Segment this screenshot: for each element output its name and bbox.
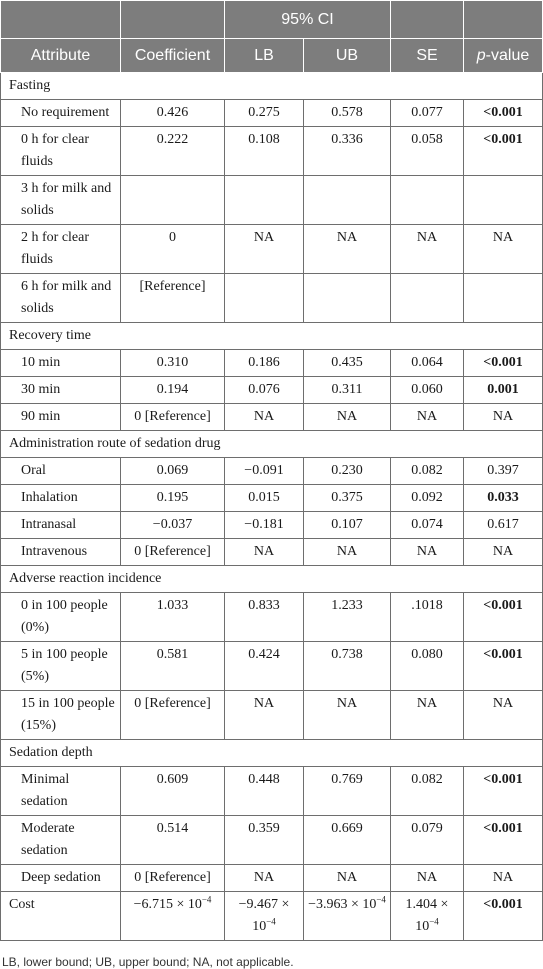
table-row [1,512,543,539]
attribute-cell: No requirement [1,100,121,127]
standard-error-cell: NA [391,691,464,740]
upper-bound-cell: 0.769 [304,767,391,816]
p-italic: p [476,46,486,64]
upper-bound-cell: NA [304,539,391,566]
upper-bound-cell [304,176,391,225]
p-value-cell: <0.001 [464,350,543,377]
lower-bound-cell: 0.359 [225,816,304,865]
group-label: Sedation depth [1,740,543,767]
exponent: −4 [201,894,212,905]
coefficient-cell: 0.581 [121,642,225,691]
upper-bound-cell: NA [304,404,391,431]
upper-bound-cell [304,274,391,323]
p-value-cell: <0.001 [464,642,543,691]
attribute-cell: 10 min [1,350,121,377]
scientific-value-cell [304,892,391,941]
table-row [1,865,543,892]
lower-bound-cell: 0.275 [225,100,304,127]
standard-error-cell: 0.064 [391,350,464,377]
lower-bound-cell: 0.076 [225,377,304,404]
table-row [1,404,543,431]
header-blank [391,1,464,39]
p-suffix: -value [485,46,530,64]
attribute-cell: Intravenous [1,539,121,566]
attribute-cell: Moderate sedation [1,816,121,865]
p-value-cell: <0.001 [464,127,543,176]
mantissa: −6.715 × 10 [133,897,202,912]
upper-bound-cell: 0.230 [304,458,391,485]
lower-bound-cell: NA [225,865,304,892]
ci-header: 95% CI [225,1,391,39]
attribute-cell: 6 h for milk and solids [1,274,121,323]
coefficient-cell: 1.033 [121,593,225,642]
standard-error-cell: 0.079 [391,816,464,865]
attribute-cell: 0 h for clear fluids [1,127,121,176]
attribute-cell: Minimal sedation [1,767,121,816]
column-header-attribute: Attribute [1,39,121,73]
group-row [1,740,543,767]
standard-error-cell: NA [391,225,464,274]
table-row [1,458,543,485]
scientific-value-cell [391,892,464,941]
table-body [1,73,543,941]
attribute-cell: Cost [1,892,121,941]
column-header-coefficient: Coefficient [121,39,225,73]
p-value-cell: NA [464,404,543,431]
group-label: Adverse reaction incidence [1,566,543,593]
header-blank [121,1,225,39]
table-row [1,485,543,512]
attribute-cell: Oral [1,458,121,485]
p-value-cell: NA [464,691,543,740]
exponent: −4 [429,916,439,927]
group-row [1,431,543,458]
table-row [1,642,543,691]
coefficient-cell [121,176,225,225]
attribute-cell: 0 in 100 people (0%) [1,593,121,642]
lower-bound-cell: 0.424 [225,642,304,691]
p-value-cell: NA [464,225,543,274]
table-row-cost [1,892,543,941]
table-row [1,767,543,816]
table-header [1,1,543,73]
upper-bound-cell: 1.233 [304,593,391,642]
group-row [1,566,543,593]
p-value-cell [464,176,543,225]
standard-error-cell [391,176,464,225]
coefficient-cell: 0.310 [121,350,225,377]
coefficient-cell: 0.069 [121,458,225,485]
group-row [1,73,543,100]
group-label: Recovery time [1,323,543,350]
table-row [1,274,543,323]
mantissa: −3.963 × 10 [308,897,377,912]
header-blank [464,1,543,39]
lower-bound-cell: 0.186 [225,350,304,377]
coefficient-cell: 0.609 [121,767,225,816]
coefficient-cell: 0 [Reference] [121,404,225,431]
lower-bound-cell: NA [225,225,304,274]
standard-error-cell: NA [391,404,464,431]
table-row [1,127,543,176]
p-value-cell: <0.001 [464,767,543,816]
standard-error-cell: 0.092 [391,485,464,512]
standard-error-cell: NA [391,865,464,892]
table-row [1,350,543,377]
lower-bound-cell: NA [225,539,304,566]
coefficient-cell: 0.514 [121,816,225,865]
attribute-cell: 90 min [1,404,121,431]
table-row [1,377,543,404]
coefficient-cell: 0 [121,225,225,274]
lower-bound-cell: 0.108 [225,127,304,176]
lower-bound-cell: −0.091 [225,458,304,485]
standard-error-cell: NA [391,539,464,566]
standard-error-cell: 0.080 [391,642,464,691]
p-value-cell: 0.617 [464,512,543,539]
coefficient-cell: 0.426 [121,100,225,127]
mantissa: −9.467 × 10 [238,897,290,934]
attribute-cell: 2 h for clear fluids [1,225,121,274]
p-value-cell: <0.001 [464,593,543,642]
coefficient-cell: 0 [Reference] [121,691,225,740]
attribute-cell: Intranasal [1,512,121,539]
standard-error-cell: 0.074 [391,512,464,539]
attribute-cell: 30 min [1,377,121,404]
lower-bound-cell: 0.833 [225,593,304,642]
coefficient-cell: 0.222 [121,127,225,176]
table-footnote: LB, lower bound; UB, upper bound; NA, not applicable. [2,955,294,969]
p-value-cell: NA [464,865,543,892]
group-label: Fasting [1,73,543,100]
exponent: −4 [266,916,276,927]
lower-bound-cell [225,176,304,225]
upper-bound-cell: NA [304,691,391,740]
coefficient-cell: 0 [Reference] [121,539,225,566]
lower-bound-cell: NA [225,404,304,431]
attribute-cell: 15 in 100 people (15%) [1,691,121,740]
column-header-lb: LB [225,39,304,73]
coefficient-cell: [Reference] [121,274,225,323]
p-value-cell [464,274,543,323]
lower-bound-cell: 0.448 [225,767,304,816]
table-row [1,100,543,127]
scientific-value-cell [225,892,304,941]
attribute-cell: Deep sedation [1,865,121,892]
attribute-cell: 5 in 100 people (5%) [1,642,121,691]
table-row [1,539,543,566]
standard-error-cell: 0.082 [391,458,464,485]
p-value-cell: NA [464,539,543,566]
table-row [1,593,543,642]
upper-bound-cell: NA [304,865,391,892]
group-label: Administration route of sedation drug [1,431,543,458]
column-header-p-value [464,39,543,73]
upper-bound-cell: 0.336 [304,127,391,176]
lower-bound-cell [225,274,304,323]
p-value-cell: <0.001 [464,100,543,127]
standard-error-cell: 0.077 [391,100,464,127]
table-row [1,225,543,274]
lower-bound-cell: −0.181 [225,512,304,539]
upper-bound-cell: 0.738 [304,642,391,691]
exponent: −4 [376,894,386,905]
upper-bound-cell: 0.669 [304,816,391,865]
mantissa: 1.404 × 10 [405,897,449,934]
attribute-cell: 3 h for milk and solids [1,176,121,225]
column-header-se: SE [391,39,464,73]
standard-error-cell: 0.058 [391,127,464,176]
coefficient-cell: 0.195 [121,485,225,512]
p-value-cell: <0.001 [464,892,543,941]
upper-bound-cell: NA [304,225,391,274]
standard-error-cell [391,274,464,323]
standard-error-cell: 0.082 [391,767,464,816]
scientific-value-cell [121,892,225,941]
table-row [1,816,543,865]
header-blank [1,1,121,39]
attribute-cell: Inhalation [1,485,121,512]
table-row [1,176,543,225]
group-row [1,323,543,350]
standard-error-cell: 0.060 [391,377,464,404]
coefficient-cell: 0.194 [121,377,225,404]
p-value-cell: 0.033 [464,485,543,512]
p-value-cell: <0.001 [464,816,543,865]
upper-bound-cell: 0.578 [304,100,391,127]
table-row [1,691,543,740]
coefficient-cell: 0 [Reference] [121,865,225,892]
p-value-cell: 0.001 [464,377,543,404]
upper-bound-cell: 0.107 [304,512,391,539]
standard-error-cell: .1018 [391,593,464,642]
coefficient-cell: −0.037 [121,512,225,539]
upper-bound-cell: 0.375 [304,485,391,512]
upper-bound-cell: 0.435 [304,350,391,377]
lower-bound-cell: NA [225,691,304,740]
upper-bound-cell: 0.311 [304,377,391,404]
p-value-cell: 0.397 [464,458,543,485]
lower-bound-cell: 0.015 [225,485,304,512]
column-header-ub: UB [304,39,391,73]
